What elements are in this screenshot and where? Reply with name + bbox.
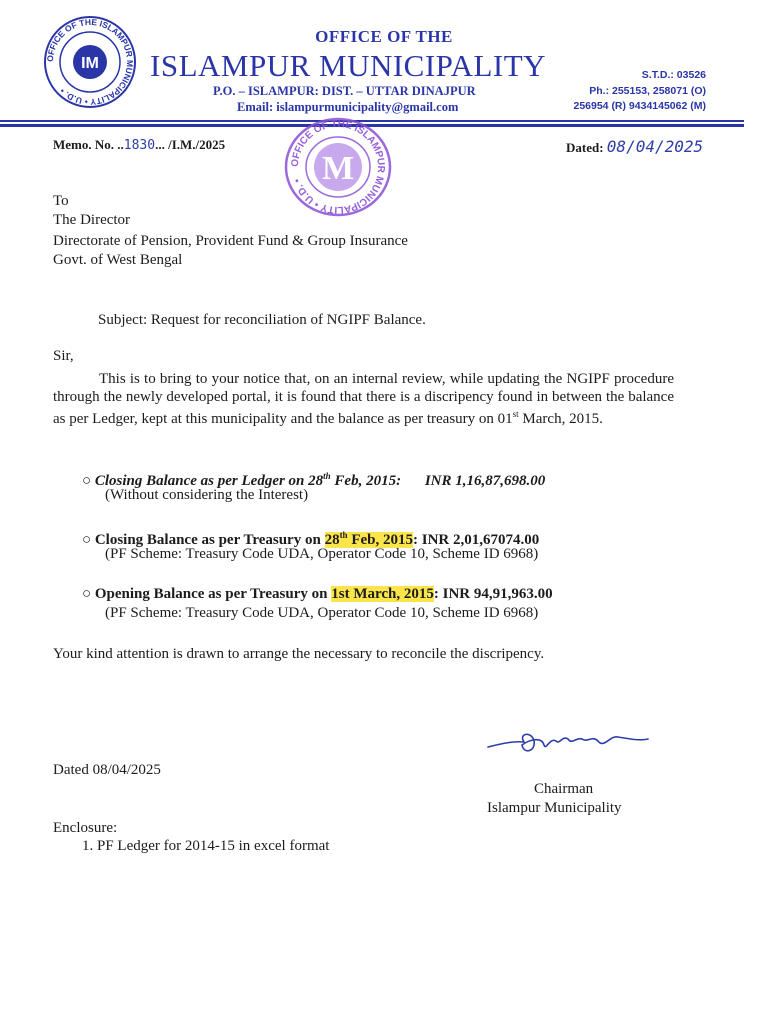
header-phone-other: 256954 (R) 9434145062 (M) [573, 100, 706, 112]
highlight-date: 1st March, 2015 [331, 586, 434, 602]
address-government: Govt. of West Bengal [53, 252, 183, 268]
paragraph-sup: st [512, 409, 519, 419]
office-of-heading: OFFICE OF THE [315, 27, 453, 46]
memo-prefix: Memo. No. .. [53, 137, 124, 152]
signatory-title: Chairman [534, 781, 594, 797]
header-address: P.O. – ISLAMPUR: DIST. – UTTAR DINAJPUR [213, 84, 476, 98]
paragraph-text-end: March, 2015. [518, 411, 603, 427]
bullet-icon: ○ [82, 473, 92, 489]
header-std: S.T.D.: 03526 [641, 69, 706, 81]
paragraph-text: This is to bring to your notice that, on an internal review, while updating the NGIPF procedure through the newly developed portal, it is found that there is a discripency found in between the balance as per Ledger, kept at this municipality and the balance as per treasury on 01 [53, 371, 674, 427]
stamp-ring-text: OFFICE OF THE ISLAMPUR MUNICIPALITY • U.D. • [289, 118, 387, 216]
balance-treasury-opening-amount: : INR 94,91,963.00 [433, 586, 553, 602]
balance-ledger-amount: INR 1,16,87,698.00 [424, 473, 546, 489]
balance-treasury-opening-note: (PF Scheme: Treasury Code UDA, Operator Code 10, Scheme ID 6968) [105, 605, 539, 621]
office-stamp [280, 115, 396, 219]
balance-ledger-sup: th [323, 471, 331, 481]
balance-treasury-closing-amount: : INR 2,01,67074.00 [413, 532, 540, 548]
logo-letters: IM [81, 55, 99, 72]
logo-ring-text: OFFICE OF THE ISLAMPUR MUNICIPALITY • U.D. • [44, 16, 136, 108]
signatory-org: Islampur Municipality [487, 800, 622, 816]
memo-handwritten-number: 1830 [123, 138, 156, 153]
highlight-date-rest: Feb, 2015 [347, 532, 413, 548]
dated-handwritten-value: 08/04/2025 [606, 137, 704, 156]
memo-suffix: ... /I.M./2025 [155, 137, 226, 152]
closing-line: Your kind attention is drawn to arrange the necessary to reconcile the discripency. [53, 646, 545, 662]
dated-label: Dated: [566, 140, 604, 155]
municipality-title: ISLAMPUR MUNICIPALITY [150, 48, 547, 83]
address-recipient: The Director [53, 212, 131, 228]
balance-ledger-label: Closing Balance as per Ledger on 28 [94, 473, 324, 489]
subject-line: Subject: Request for reconciliation of NGIPF Balance. [98, 312, 426, 328]
enclosure-item: 1. PF Ledger for 2014-15 in excel format [82, 838, 330, 854]
dated-footer: Dated 08/04/2025 [53, 762, 161, 778]
bullet-icon: ○ [82, 586, 92, 602]
body-paragraph [53, 371, 674, 429]
salutation: Sir, [53, 348, 74, 364]
header-email: Email: islampurmunicipality@gmail.com [237, 100, 459, 114]
highlight-date-day: 28 [324, 532, 340, 548]
address-directorate: Directorate of Pension, Provident Fund & Group Insurance [53, 233, 408, 249]
balance-treasury-closing-note: (PF Scheme: Treasury Code UDA, Operator Code 10, Scheme ID 6968) [105, 546, 539, 562]
bullet-icon: ○ [82, 532, 92, 548]
balance-ledger-note: (Without considering the Interest) [105, 487, 309, 503]
header-phone-office: Ph.: 255153, 258071 (O) [589, 85, 706, 97]
balance-treasury-opening-label: Opening Balance as per Treasury on [94, 586, 332, 602]
address-to: To [53, 193, 69, 209]
highlight-date-sup: th [339, 530, 348, 540]
balance-treasury-opening [82, 585, 553, 603]
balance-treasury-closing-label: Closing Balance as per Treasury on [94, 532, 325, 548]
balance-ledger-label-end: Feb, 2015: [330, 473, 402, 489]
dated-line [566, 137, 703, 156]
enclosure-label: Enclosure: [53, 820, 118, 836]
memo-number [53, 137, 225, 153]
signature-icon [484, 725, 652, 763]
stamp-letter: M [321, 150, 355, 187]
